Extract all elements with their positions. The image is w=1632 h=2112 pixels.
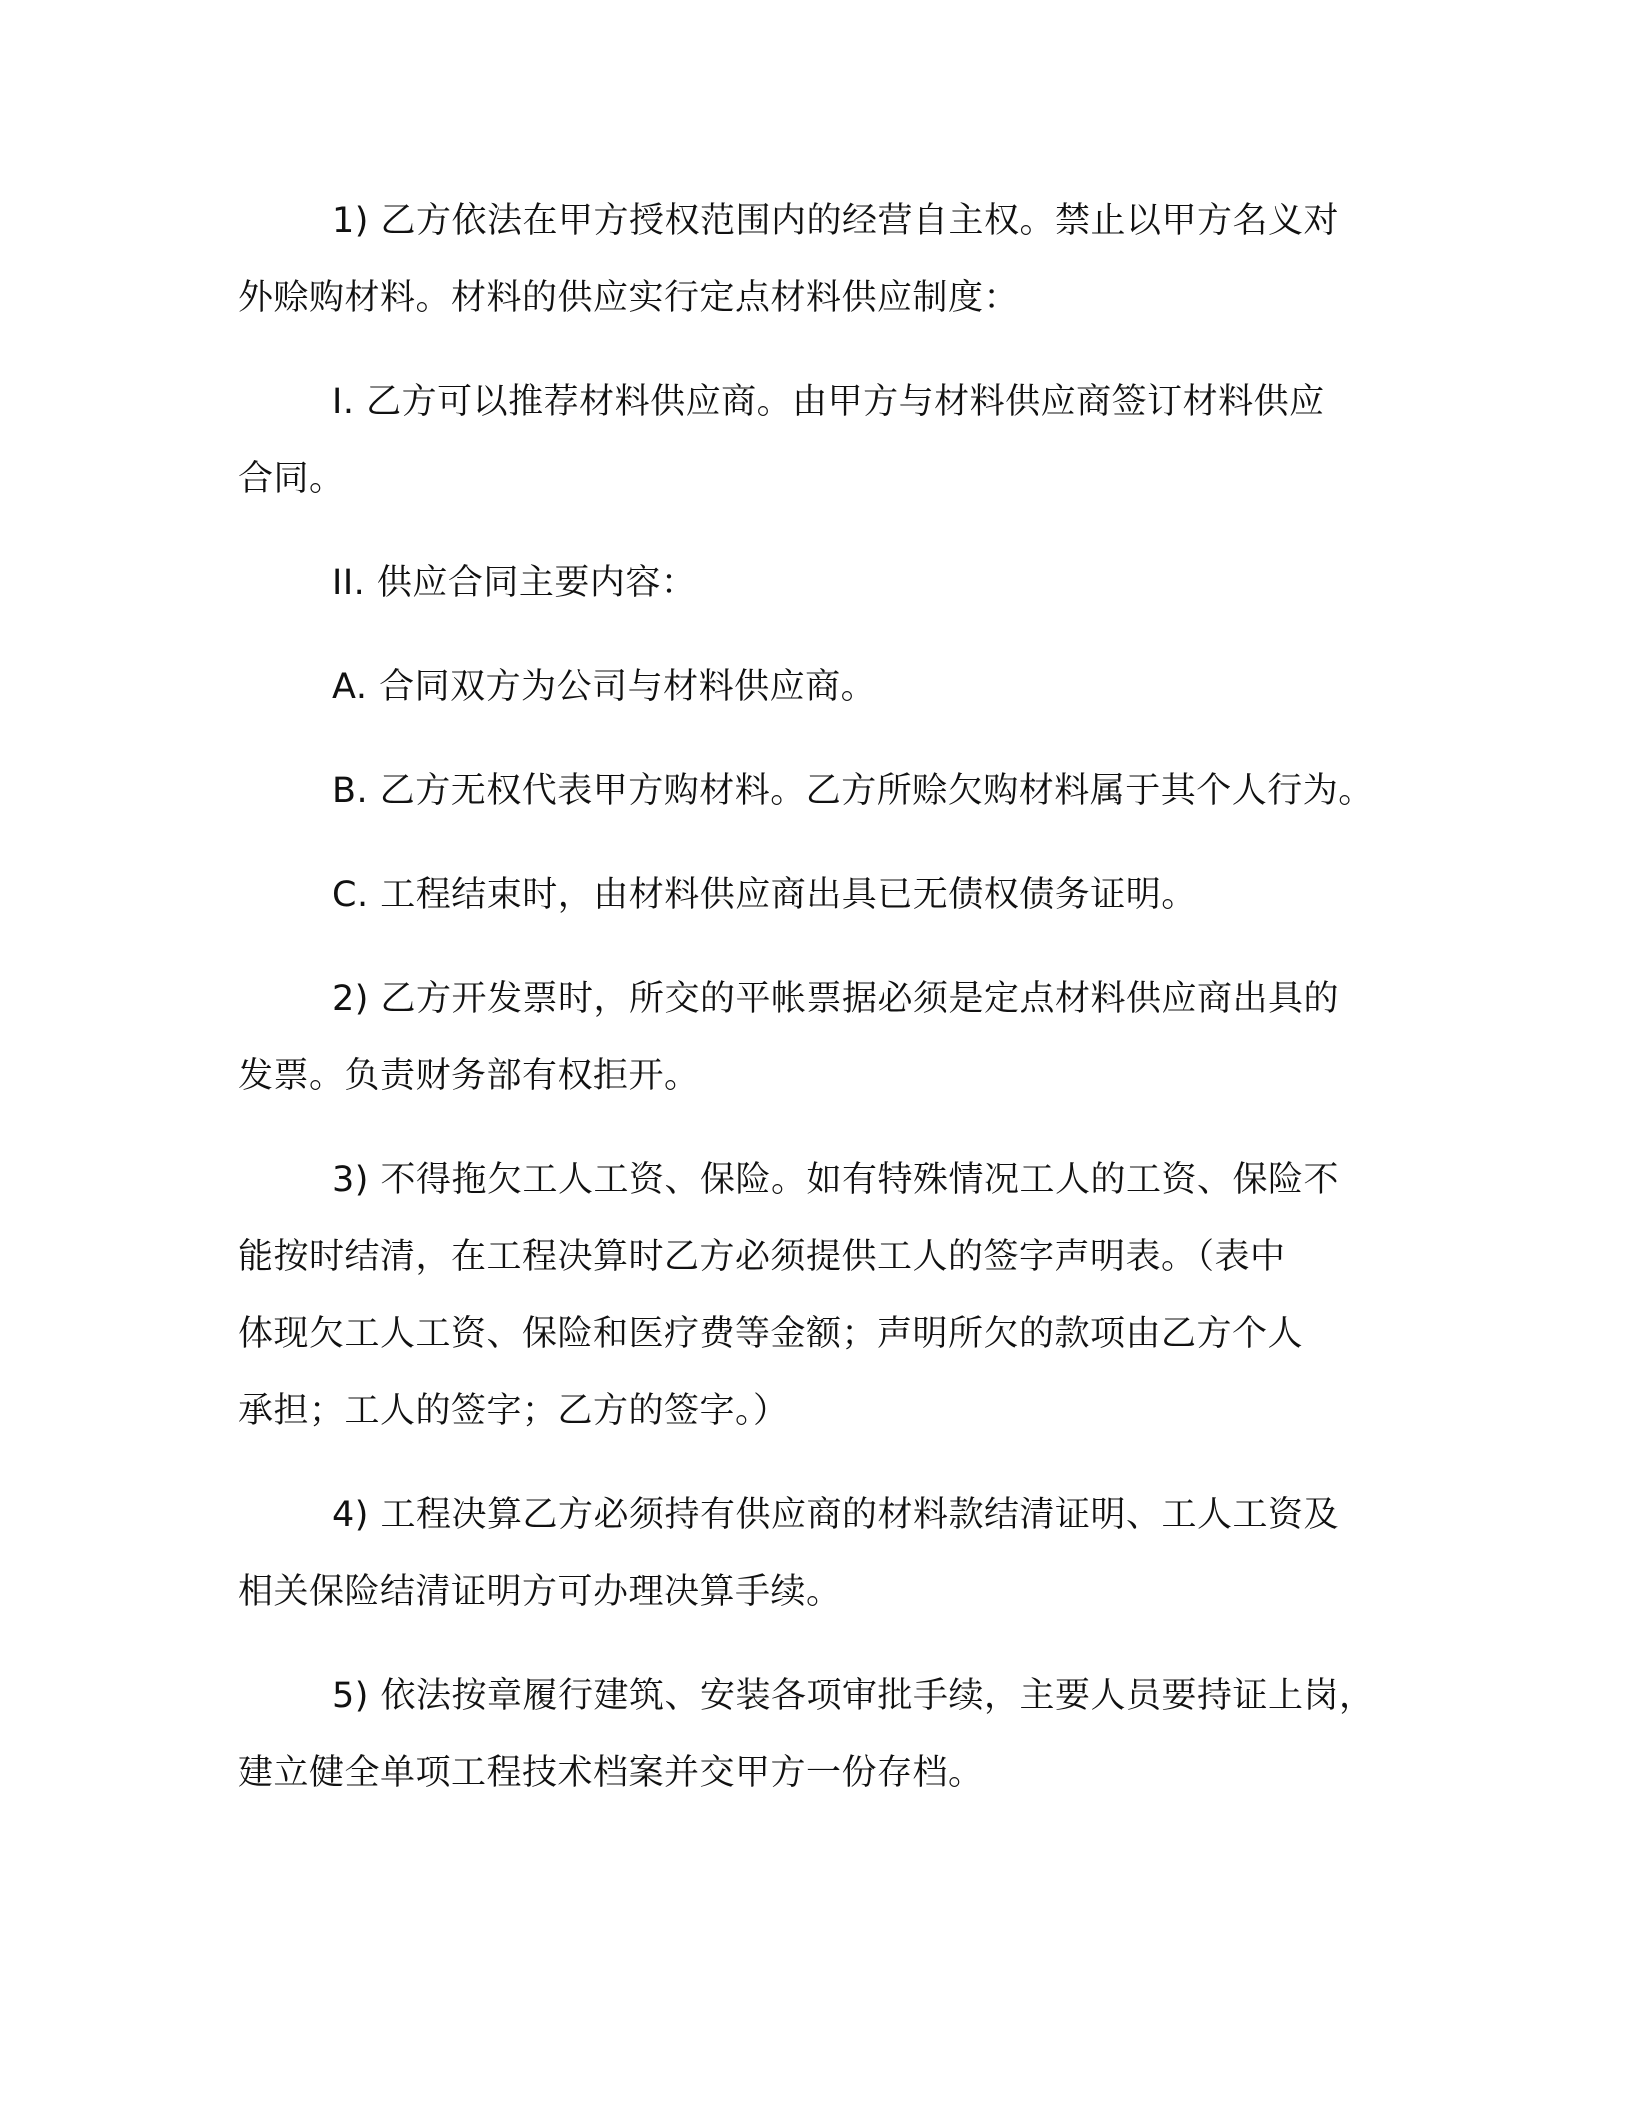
- paragraph-b: [238, 753, 1408, 830]
- paragraph-1: [238, 183, 1408, 337]
- paragraph-3: [238, 1142, 1408, 1450]
- paragraph-line: 1) 乙方依法在甲方授权范围内的经营自主权。禁止以甲方名义对: [332, 201, 1340, 241]
- paragraph-a: [238, 649, 1408, 726]
- paragraph-line: 体现欠工人工资、保险和医疗费等金额；声明所欠的款项由乙方个人: [238, 1314, 1304, 1354]
- paragraph-line: 4) 工程决算乙方必须持有供应商的材料款结清证明、工人工资及: [332, 1495, 1340, 1535]
- paragraph-line: 5) 依法按章履行建筑、安装各项审批手续，主要人员要持证上岗，: [332, 1676, 1375, 1716]
- paragraph-5: [238, 1658, 1408, 1812]
- paragraph-line: 建立健全单项工程技术档案并交甲方一份存档。: [238, 1753, 984, 1793]
- paragraph-line: I. 乙方可以推荐材料供应商。由甲方与材料供应商签订材料供应: [332, 382, 1325, 422]
- paragraph-line: 承担；工人的签字；乙方的签字。）: [238, 1391, 789, 1431]
- paragraph-line: 2) 乙方开发票时，所交的平帐票据必须是定点材料供应商出具的: [332, 979, 1340, 1019]
- paragraph-line: 外赊购材料。材料的供应实行定点材料供应制度：: [238, 278, 1020, 318]
- paragraph-ii: [238, 545, 1408, 622]
- paragraph-c: [238, 857, 1408, 934]
- paragraph-line: 能按时结清，在工程决算时乙方必须提供工人的签字声明表。（表中: [238, 1237, 1286, 1277]
- paragraph-line: 发票。负责财务部有权拒开。: [238, 1056, 700, 1096]
- paragraph-line: 3) 不得拖欠工人工资、保险。如有特殊情况工人的工资、保险不: [332, 1160, 1340, 1200]
- paragraph-line: A. 合同双方为公司与材料供应商。: [332, 667, 877, 707]
- document-body: [238, 183, 1408, 1839]
- paragraph-line: C. 工程结束时，由材料供应商出具已无债权债务证明。: [332, 875, 1197, 915]
- paragraph-line: B. 乙方无权代表甲方购材料。乙方所赊欠购材料属于其个人行为。: [332, 771, 1374, 811]
- paragraph-2: [238, 961, 1408, 1115]
- paragraph-line: 相关保险结清证明方可办理决算手续。: [238, 1572, 842, 1612]
- paragraph-i: [238, 364, 1408, 518]
- paragraph-line: II. 供应合同主要内容：: [332, 563, 697, 603]
- paragraph-line: 合同。: [238, 459, 345, 499]
- paragraph-4: [238, 1477, 1408, 1631]
